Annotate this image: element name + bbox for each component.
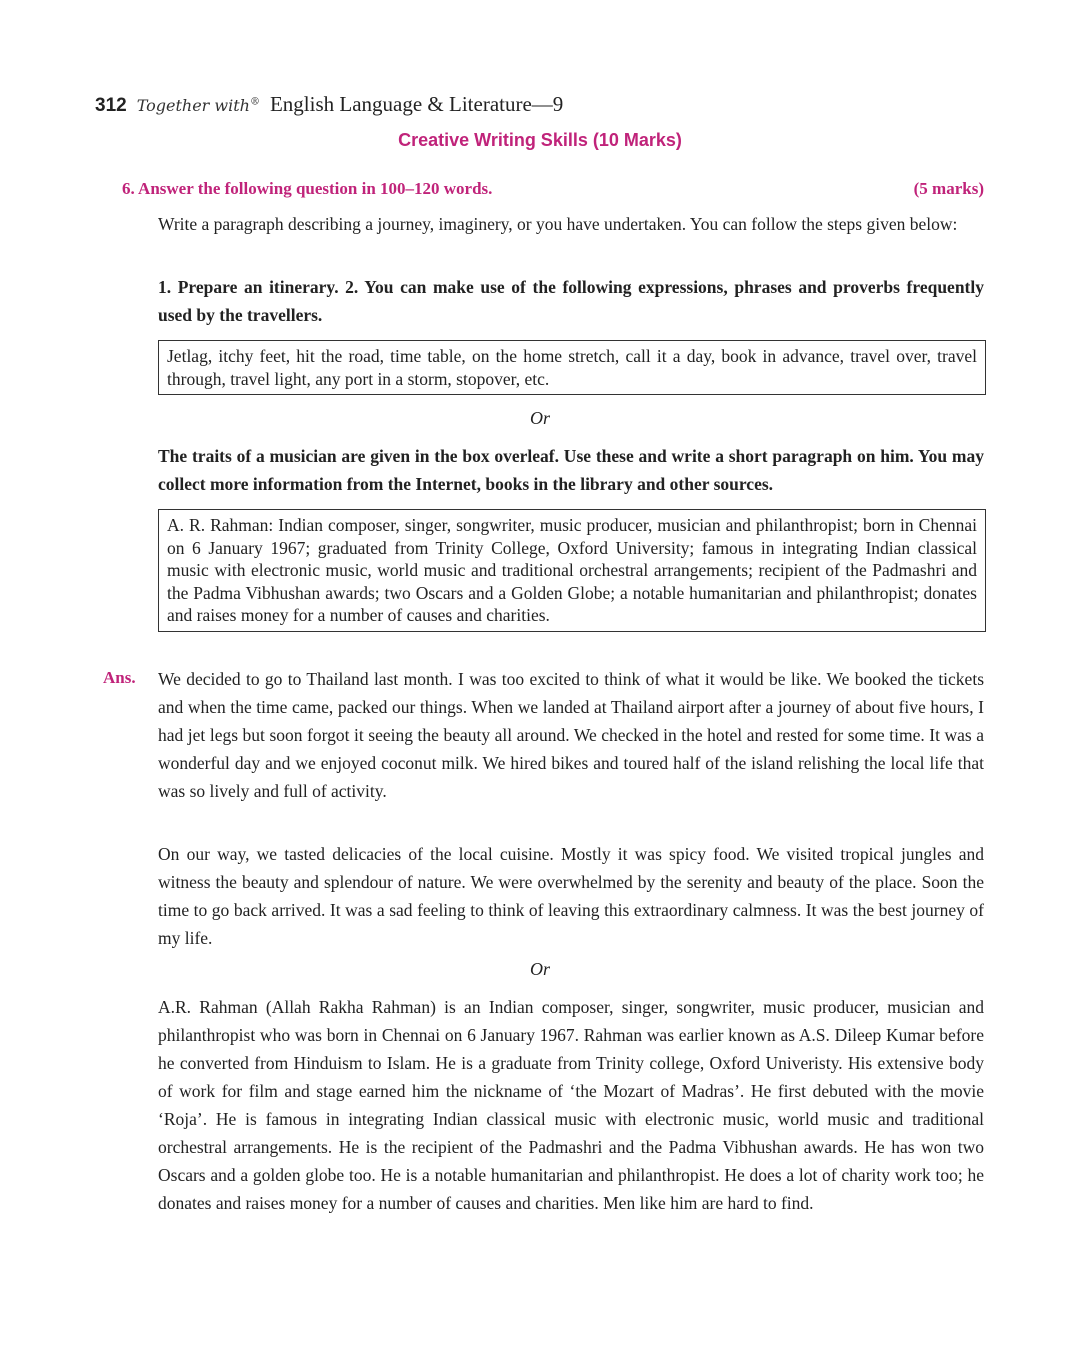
answer-paragraph-3: A.R. Rahman (Allah Rakha Rahman) is an Indian composer, singer, songwriter, music producer, musician and philanthropist who was born in Chennai on 6 January 1967. Rahman was earlier known as A.S. Dileep Kumar before he converted from Hinduism to Islam. He is a graduate from Trinity college, Oxford Univeristy. His extensive body of work for film and stage earned him the nickname of ‘the Mozart of Madras’. He first debuted with the movie ‘Roja’. He is famous in integrating Indian classical music with electronic music, world music and traditional orchestral arrangements. He is the recipient of the Padmashri and the Padma Vibhushan awards. He has won two Oscars and a golden globe too. He is a notable humanitarian and philanthropist. He does a lot of charity work too; he donates and raises money for a number of causes and charities. Men like him are hard to find.: [158, 997, 984, 1213]
question-marks: (5 marks): [913, 179, 984, 198]
question-instruction: Write a paragraph describing a journey, imaginery, or you have undertaken. You can follow the steps given below:: [158, 214, 958, 234]
page-number: 312: [95, 95, 127, 116]
answer-label: Ans.: [103, 668, 136, 687]
section-title: Creative Writing Skills (10 Marks): [398, 130, 682, 150]
answer-paragraph-1: We decided to go to Thailand last month. I was too excited to think of what it would be like. We booked the tickets and when the time came, packed our things. When we landed at Thailand airport after a journey of about five hours, I had jet legs but soon forgot it seeing the beauty all around. We checked in the hotel and rested for some time. It was a wonderful day and we enjoyed coconut milk. We hired bikes and toured half of the island relishing the local life that was so lively and full of activity.: [158, 669, 984, 801]
musician-traits-box: A. R. Rahman: Indian composer, singer, songwriter, music producer, musician and philanthropist; born in Chennai on 6 January 1967; graduated from Trinity College, Oxford University; famous in integrating Indian classical music with electronic music, world music and traditional orchestral arrangements; recipient of the Padmashri and the Padma Vibhushan awards; two Oscars and a Golden Globe; a notable humanitarian and philanthropist; donates and raises money for a number of causes and charities.: [158, 509, 986, 632]
question-steps: 1. Prepare an itinerary. 2. You can make use of the following expressions, phrases and proverbs frequently used by the travellers.: [158, 277, 984, 325]
alternative-instruction: The traits of a musician are given in the box overleaf. Use these and write a short paragraph on him. You may collect more information from the Internet, books in the library and other sources.: [158, 446, 984, 494]
expressions-box: Jetlag, itchy feet, hit the road, time table, on the home stretch, call it a day, book in advance, travel over, travel through, travel light, any port in a storm, stopover, etc.: [158, 340, 986, 395]
question-label: 6. Answer the following question in 100–120 words.: [122, 179, 493, 198]
answer-paragraph-2: On our way, we tasted delicacies of the local cuisine. Mostly it was spicy food. We visited tropical jungles and witness the beauty and splendour of nature. We were overwhelmed by the serenity and beauty of the place. Soon the time to go back arrived. It was a sad feeling to think of leaving this extraordinary calmness. It was the best journey of my life.: [158, 844, 984, 948]
page-header: [95, 92, 563, 117]
brand-text: Together with: [136, 96, 250, 115]
or-divider-1: Or: [529, 408, 550, 428]
book-title: English Language & Literature—9: [269, 92, 564, 116]
registered-mark: ®: [249, 96, 260, 108]
brand-logo: [137, 96, 260, 115]
or-divider-2: Or: [529, 959, 550, 979]
question-heading: [122, 179, 984, 199]
